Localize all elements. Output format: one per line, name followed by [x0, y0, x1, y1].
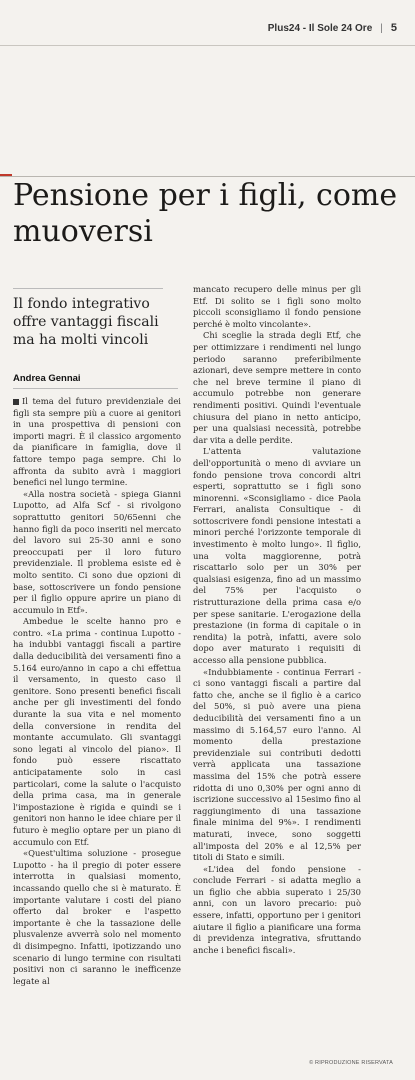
article-byline: Andrea Gennai — [13, 373, 81, 384]
article-headline: Pensione per i figli, come muoversi — [13, 178, 398, 249]
article-column-1 — [13, 396, 181, 987]
headline-rule — [0, 176, 415, 177]
paragraph: Chi sceglie la strada degli Etf, che per ottimizzare i rendimenti nel lungo periodo saranno preferibilmente azionari, deve sempre mettere in conto che nel breve termine il piano di accumulo potrebbe non generare rendimenti positivi. Quindi l'eventuale chiusura del piano in netto anticipo, per una qualsiasi necessità, potrebbe dar vita a delle perdite. — [193, 330, 361, 445]
byline-rule — [13, 388, 178, 389]
paragraph: Il tema del futuro previdenziale dei figli sta sempre più a cuore ai genitori in una prospettiva di pensioni con importi magri. È il classico argomento da pianificare in famiglia, dove il fattore tempo paga sempre. Chi lo affronta da subito avrà i maggiori benefici nel lungo termine. — [13, 396, 181, 488]
header-separator: | — [380, 22, 383, 34]
copyright-notice: © RIPRODUZIONE RISERVATA — [309, 1060, 393, 1066]
article-deck: Il fondo integrativo offre vantaggi fiscali ma ha molti vincoli — [13, 288, 163, 349]
paragraph: «Quest'ultima soluzione - prosegue Lupotto - ha il pregio di poter essere interrotta in qualsiasi momento, incassando quello che si è maturato. È importante valutare i costi del piano offerto dal broker e l'aspetto importante è che la tassazione delle plusvalenze avverrà solo nel momento di disimpegno. Infatti, ipotizzando uno scenario di lungo termine con risultati positivi non ci saranno le inefficenze legate al — [13, 848, 181, 986]
paragraph: Ambedue le scelte hanno pro e contro. «La prima - continua Lupotto - ha indubbi vantaggi fiscali a partire dalla deducibilità dei versamenti fino a 5.164 euro/anno in capo a chi effettua il versamento, in questo caso il genitore. Sono presenti benefici fiscali anche per gli investimenti del fondo durante la sua vita e nel momento della conversione in rendita del montante accumulato. Gli svantaggi sono legati al vincolo del piano». Il fondo può essere riscattato anticipatamente solo in casi particolari, come la salute o l'acquisto della prima casa, ma in generale l'impostazione è rigida e quindi se i genitori non hanno le idee chiare per il futuro è meglio optare per un piano di accumulo con Etf. — [13, 616, 181, 847]
paragraph: «L'idea del fondo pensione - conclude Ferrari - si adatta meglio a un figlio che abbia superato i 25/30 anni, con un lavoro precario: può essere, infatti, opportuno per i genitori aiutare il figlio a pianificare una forma di previdenza integrativa, sfruttando anche i benefici fiscali». — [193, 863, 361, 955]
paragraph: mancato recupero delle minus per gli Etf. Di solito se i figli sono molto piccoli sconsigliamo il fondo pensione perché è molto vincolante». — [193, 284, 361, 329]
paragraph: L'attenta valutazione dell'opportunità o meno di avviare un fondo pensione trova concordi altri esperti, soprattutto se i figli sono minorenni. «Sconsigliamo - dice Paola Ferrari, analista Consultique - di sottoscrivere fondi pensione intestati a minori perché l'orizzonte temporale di investimento è molto lungo». Il figlio, una volta maggiorenne, potrà riscattarlo solo per un 30% per qualsiasi esigenza, fino ad un massimo del 75% per l'acquisto o ristrutturazione della prima casa e/o per spese sanitarie. L'erogazione della prestazione (in forma di capitale o in rendita) la potrà, infatti, avere solo dopo aver maturato i requisiti di accesso alla pensione pubblica. — [193, 446, 361, 665]
publication-name: Plus24 - Il Sole 24 Ore — [267, 22, 373, 34]
paragraph: «Indubbiamente - continua Ferrari - ci sono vantaggi fiscali a partire dal fatto che, anche se il figlio è a carico del 50%, si può avere una piena deducibilità dei versamenti fino a un massimo di 5.164,57 euro l'anno. Al momento della prestazione previdenziale sui contributi dedotti verrà applicata una tassazione massima del 15% che potrà essere ridotta di uno 0,30% per ogni anno di iscrizione successivo al 15esimo fino al raggiungimento di una tassazione finale minima del 9%». I rendimenti maturati, invece, sono soggetti all'imposta del 20% e al 12,5% per titoli di Stato e simili. — [193, 666, 361, 863]
article-column-2 — [193, 284, 361, 956]
header-rule — [0, 45, 415, 46]
paragraph: «Alla nostra società - spiega Gianni Lupotto, ad Alfa Scf - si rivolgono soprattutto genitori 50/65enni che hanno figli da poco inseriti nel mercato del lavoro sui 25-30 anni e sono preoccupati per il loro futuro previdenziale. Il problema esiste ed è molto sentito. Ci sono due opzioni di base, sottoscrivere un fondo pensione per il figlio oppure aprire un piano di accumulo in Etf». — [13, 488, 181, 615]
page-header — [268, 22, 397, 34]
page-number: 5 — [390, 22, 397, 34]
